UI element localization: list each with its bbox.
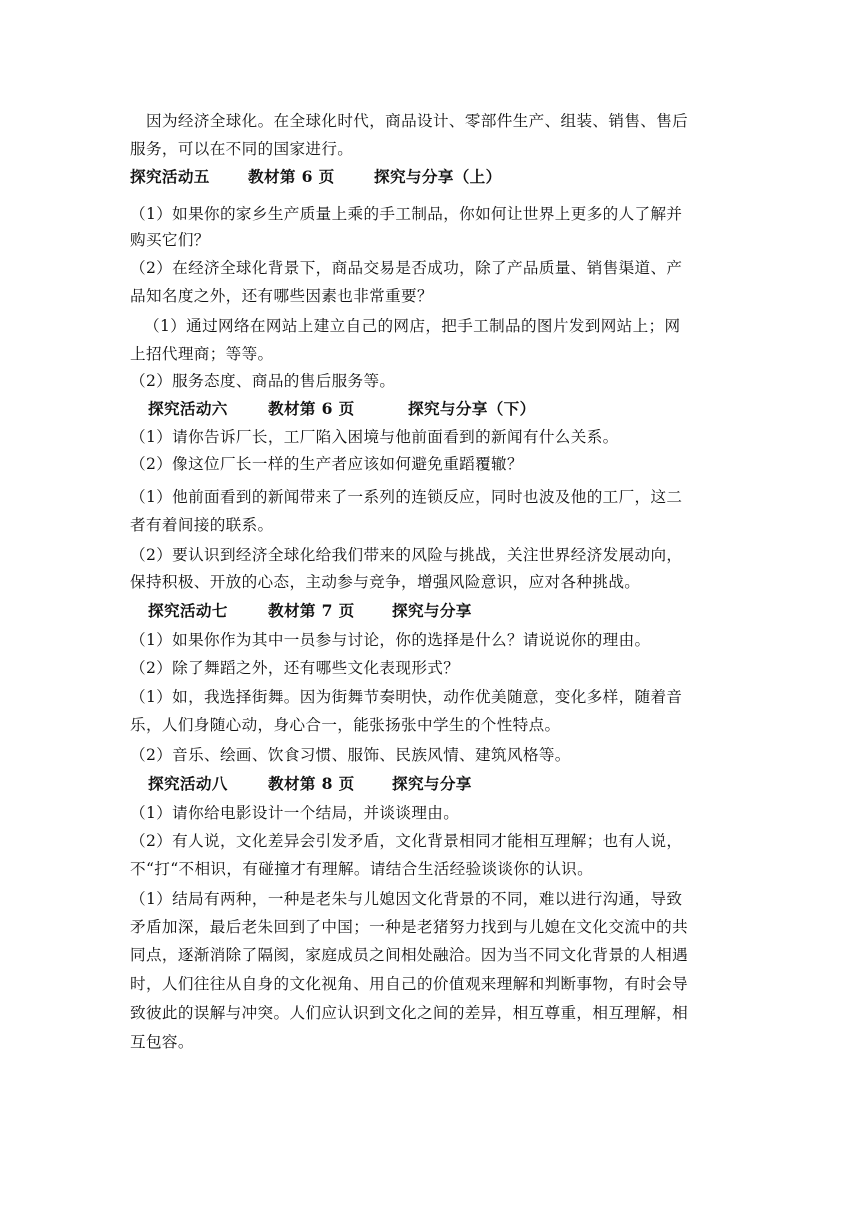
heading-textbook-page: 教材第 6 页: [248, 167, 335, 186]
paragraph-line: （1）如果你的家乡生产质量上乘的手工制品，你如何让世界上更多的人了解并: [130, 205, 683, 223]
heading-task: 探究与分享: [392, 774, 472, 793]
paragraph-line: 者有着间接的联系。: [130, 516, 274, 534]
heading-textbook-page: 教材第 7 页: [268, 601, 355, 620]
paragraph-line: 因为经济全球化。在全球化时代，商品设计、零部件生产、组装、销售、售后: [146, 112, 689, 130]
paragraph-line: 互包容。: [130, 1033, 194, 1051]
paragraph-line: 时，人们往往从自身的文化视角、用自己的价值观来理解和判断事物，有时会导: [130, 975, 689, 993]
heading-activity: 探究活动八: [148, 774, 228, 793]
paragraph-line: （1）如果你作为其中一员参与讨论，你的选择是什么？请说说你的理由。: [130, 631, 651, 649]
paragraph-line: 致彼此的误解与冲突。人们应认识到文化之间的差异，相互尊重，相互理解，相: [130, 1004, 689, 1022]
paragraph-line: 购买它们？: [130, 231, 210, 249]
paragraph-line: 服务，可以在不同的国家进行。: [130, 140, 354, 158]
paragraph-line: 品知名度之外，还有哪些因素也非常重要？: [130, 287, 433, 305]
paragraph-line: 乐，人们身随心动，身心合一，能张扬张中学生的个性特点。: [130, 716, 561, 734]
heading-activity: 探究活动五: [130, 167, 210, 186]
paragraph-line: （2）像这位厂长一样的生产者应该如何避免重蹈覆辙？: [130, 455, 523, 473]
section-heading-activity-6: [148, 396, 860, 422]
paragraph-line: （1）请你给电影设计一个结局，并谈谈理由。: [130, 804, 460, 822]
paragraph-line: （1）结局有两种，一种是老朱与儿媳因文化背景的不同，难以进行沟通，导致: [130, 890, 683, 908]
heading-textbook-page: 教材第 6 页: [268, 399, 355, 418]
paragraph-line: 矛盾加深，最后老朱回到了中国；一种是老猪努力找到与儿媳在文化交流中的共: [130, 918, 689, 936]
paragraph-line: （2）服务态度、商品的售后服务等。: [130, 372, 396, 390]
heading-task: 探究与分享（上）: [374, 167, 502, 186]
paragraph-line: （2）音乐、绘画、饮食习惯、服饰、民族风情、建筑风格等。: [130, 746, 571, 764]
paragraph-line: （1）通过网络在网站上建立自己的网店，把手工制品的图片发到网站上；网: [144, 317, 681, 335]
paragraph-line: （1）请你告诉厂长，工厂陷入困境与他前面看到的新闻有什么关系。: [130, 428, 619, 446]
paragraph-line: 同点，逐渐消除了隔阂，家庭成员之间相处融洽。因为当不同文化背景的人相遇: [130, 946, 689, 964]
paragraph-line: （2）在经济全球化背景下，商品交易是否成功，除了产品质量、销售渠道、产: [130, 259, 683, 277]
paragraph-line: （2）除了舞蹈之外，还有哪些文化表现形式？: [130, 659, 460, 677]
paragraph-line: （1）他前面看到的新闻带来了一系列的连锁反应，同时也波及他的工厂，这二: [130, 488, 683, 506]
paragraph-line: （1）如，我选择街舞。因为街舞节奏明快，动作优美随意，变化多样，随着音: [130, 688, 683, 706]
heading-activity: 探究活动六: [148, 399, 228, 418]
paragraph-line: 上招代理商；等等。: [130, 345, 274, 363]
heading-activity: 探究活动七: [148, 601, 228, 620]
paragraph-line: 不“打“不相识，有碰撞才有理解。请结合生活经验谈谈你的认识。: [130, 860, 594, 878]
section-heading-activity-8: [148, 771, 860, 797]
section-heading-activity-7: [148, 598, 860, 624]
paragraph-line: （2）要认识到经济全球化给我们带来的风险与挑战，关注世界经济发展动向，: [130, 546, 683, 564]
section-heading-activity-5: [130, 164, 860, 190]
heading-task: 探究与分享（下）: [408, 399, 536, 418]
heading-textbook-page: 教材第 8 页: [268, 774, 355, 793]
paragraph-line: （2）有人说，文化差异会引发矛盾，文化背景相同才能相互理解；也有人说，: [130, 832, 683, 850]
paragraph-line: 保持积极、开放的心态，主动参与竞争，增强风险意识，应对各种挑战。: [130, 573, 641, 591]
heading-task: 探究与分享: [392, 601, 472, 620]
